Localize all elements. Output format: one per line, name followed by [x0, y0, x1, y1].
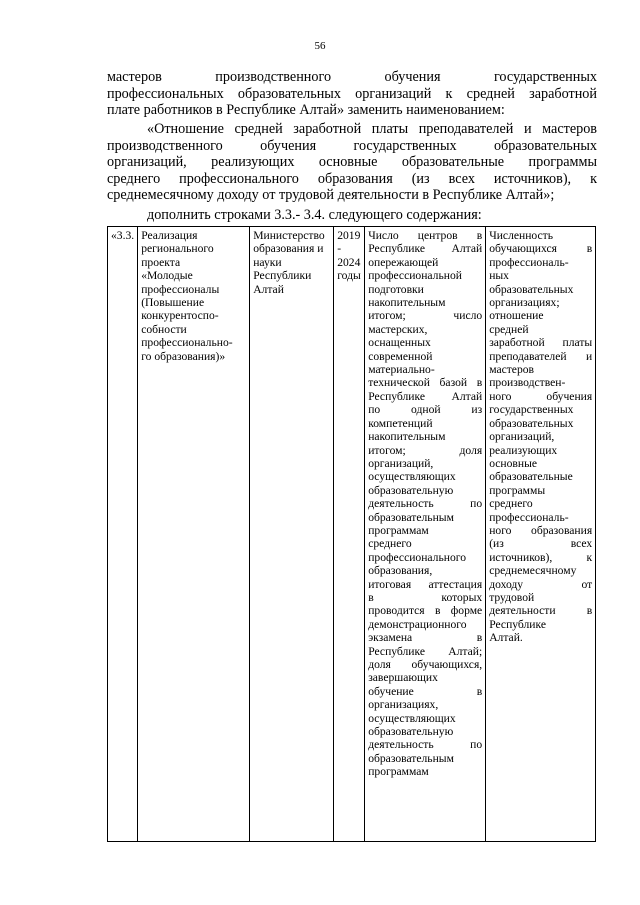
cell-line: Республики: [253, 269, 312, 283]
cell-line: профессиональ-: [489, 510, 569, 524]
cell-line: программам: [368, 523, 429, 537]
cell-line: образовательным: [368, 510, 454, 524]
cell-line: мастеров: [489, 363, 535, 377]
cell-line: Министерство: [253, 229, 325, 242]
cell-line: мастерских,: [368, 322, 428, 336]
cell-line: доходу от: [489, 577, 593, 591]
cell-line: подготовки: [368, 282, 424, 296]
cell-line: ного обучения: [489, 389, 593, 403]
cell-line: Республике: [489, 617, 547, 631]
paragraph-2: [107, 121, 597, 204]
cell-line: Республике Алтай: [368, 242, 483, 256]
cell-line: осуществляющих: [368, 711, 456, 725]
cell-line: деятельности в: [489, 604, 593, 618]
cell-line: ных: [489, 269, 509, 283]
cell-line: организаций,: [368, 456, 434, 470]
cell-line: профессионального: [368, 550, 467, 564]
cell-line: образовательных: [489, 282, 574, 296]
cell-years: [334, 227, 365, 842]
cell-line: в которых: [368, 590, 483, 604]
cell-line: (Повышение: [141, 296, 205, 310]
cell-line: «Молодые: [141, 269, 193, 283]
cell-line: экзамена в: [368, 631, 483, 645]
cell-line: итоговая аттестация: [368, 577, 483, 591]
paragraph-1: [107, 69, 597, 119]
cell-name: [138, 227, 250, 842]
cell-line: ного образования: [489, 523, 593, 537]
cell-line: образовательную: [368, 483, 454, 497]
cell-line: профессиональной: [368, 269, 462, 283]
cell-line: Республике Алтай;: [368, 644, 483, 658]
cell-line: 2019: [337, 229, 361, 242]
cell-line: отношение: [489, 309, 544, 323]
cell-line: накопительным: [368, 296, 446, 310]
cell-line: организациях,: [368, 698, 439, 712]
cell-line: накопительным: [368, 430, 446, 444]
cell-line: науки: [253, 255, 282, 269]
cell-line: источников), к: [489, 550, 593, 564]
cell-line: деятельность по: [368, 738, 483, 752]
cell-line: проекта: [141, 255, 181, 269]
cell-line: образовательную: [368, 725, 454, 739]
cell-line: -: [337, 242, 342, 256]
cell-line: проводится в форме: [368, 604, 483, 618]
cell-line: конкурентоспо-: [141, 309, 219, 323]
cell-line: образовательные: [489, 470, 573, 484]
cell-line: современной: [368, 349, 433, 363]
cell-line: среднего: [368, 537, 412, 551]
cell-line: Республике Алтай: [368, 389, 483, 403]
paragraph-3: [147, 207, 597, 224]
cell-line: 2024: [337, 255, 361, 269]
cell-line: итогом; доля: [368, 443, 483, 457]
cell-line: Алтай: [253, 282, 284, 296]
cell-line: профессионально-: [141, 336, 233, 350]
page-number: 56: [314, 40, 326, 52]
cell-line: «3.3.: [111, 229, 135, 242]
cell-line: Численность: [489, 229, 553, 242]
cell-executor: [250, 227, 334, 842]
text-line: профессиональных образовательных организаций к средней заработной: [107, 85, 597, 102]
cell-line: опережающей: [368, 255, 439, 269]
cell-line: основные: [489, 456, 538, 470]
text-line: производственного обучения государственных образовательных: [107, 137, 597, 154]
cell-line: доля обучающихся,: [368, 658, 483, 671]
cell-line: оснащенных: [368, 336, 431, 350]
cell-line: го образования)»: [141, 349, 226, 363]
text-line: среднего профессионального образования (из всех источников), к: [107, 170, 597, 187]
cell-line: осуществляющих: [368, 470, 456, 484]
cell-line: демонстрационного: [368, 617, 467, 631]
cell-line: организациях;: [489, 296, 560, 310]
cell-line: годы: [337, 269, 361, 283]
cell-line: Число центров в: [368, 229, 483, 242]
cell-line: материально-: [368, 363, 435, 377]
cell-line: образования и: [253, 242, 324, 256]
cell-results: [365, 227, 486, 842]
text-line: среднемесячному доходу от трудовой деятельности в Республике Алтай»;: [107, 187, 555, 204]
cell-line: Алтай.: [489, 631, 523, 645]
cell-line: (из всех: [489, 537, 593, 551]
cell-line: компетенций: [368, 416, 433, 430]
cell-line: завершающих: [368, 671, 438, 685]
cell-indicators: [486, 227, 596, 842]
cell-line: государственных: [489, 403, 574, 417]
cell-line: профессиональ-: [489, 255, 569, 269]
text-line: плате работников в Республике Алтай» заменить наименованием:: [107, 102, 505, 119]
text-line: дополнить строками 3.3.- 3.4. следующего содержания:: [147, 207, 482, 223]
text-line: мастеров производственного обучения государственных: [107, 69, 597, 85]
measures-table: [107, 226, 596, 842]
cell-number: [108, 227, 138, 842]
text-line: «Отношение средней заработной платы преподавателей и мастеров: [147, 121, 597, 137]
cell-line: Реализация: [141, 229, 198, 242]
cell-line: преподавателей и: [489, 349, 593, 363]
cell-line: организаций,: [489, 430, 555, 444]
cell-line: обучающихся в: [489, 242, 593, 256]
cell-line: образовательным: [368, 751, 454, 765]
cell-line: итогом; число: [368, 309, 483, 323]
cell-line: регионального: [141, 242, 214, 256]
cell-line: программам: [368, 765, 429, 779]
cell-line: технической базой в: [368, 376, 483, 390]
table-row: [108, 227, 596, 842]
cell-line: программы: [489, 483, 546, 497]
cell-line: по одной из: [368, 403, 483, 417]
cell-line: деятельность по: [368, 497, 483, 511]
cell-line: заработной платы: [489, 336, 593, 350]
cell-line: образовательных: [489, 416, 574, 430]
cell-line: реализующих: [489, 443, 558, 457]
cell-line: обучение в: [368, 684, 483, 698]
cell-line: среднемесячному: [489, 564, 577, 578]
text-line: организаций, реализующих основные образовательные программы: [107, 154, 597, 171]
cell-line: трудовой: [489, 590, 535, 604]
cell-line: средней: [489, 322, 529, 336]
cell-line: собности: [141, 322, 187, 336]
cell-line: образования,: [368, 564, 433, 578]
cell-line: среднего: [489, 497, 533, 511]
cell-line: производствен-: [489, 376, 566, 390]
cell-line: профессионалы: [141, 282, 220, 296]
